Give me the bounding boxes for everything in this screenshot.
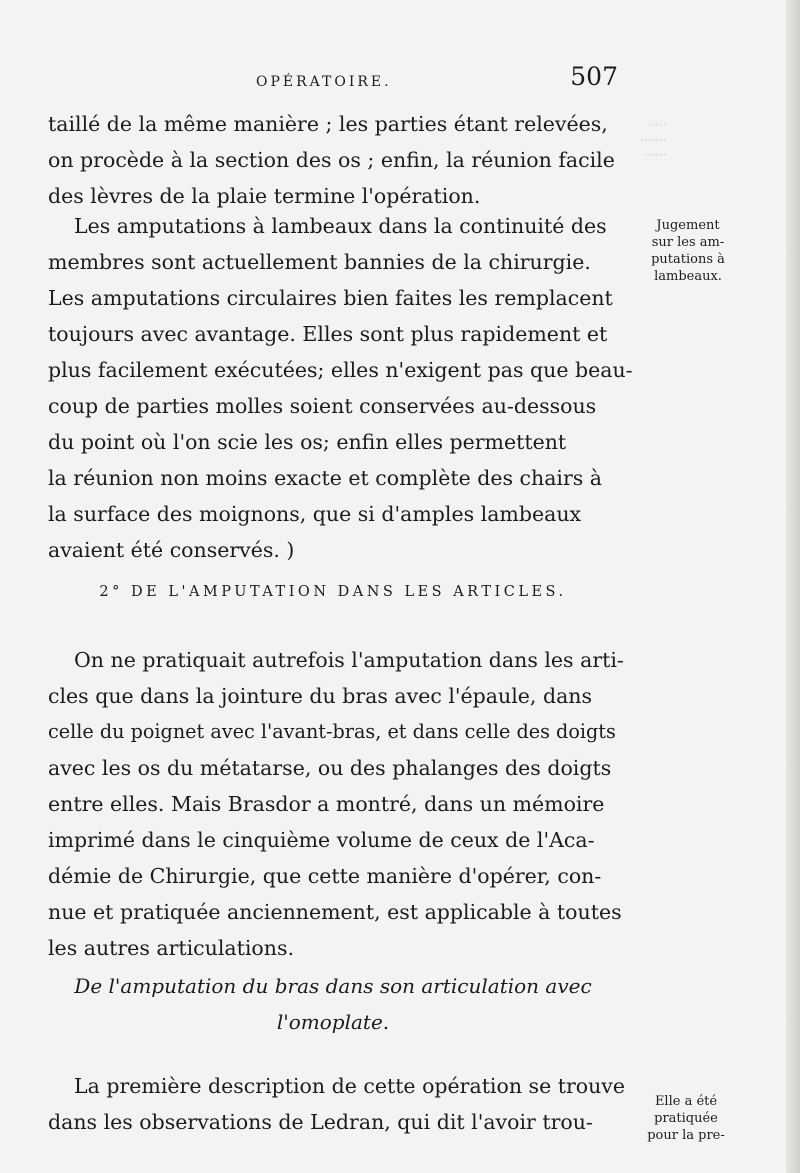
bleed-through-text: ····· ······· ······ [640, 118, 667, 162]
paragraph-3 [48, 642, 624, 966]
subtitle-line: De l'amputation du bras dans son articulation avec [74, 974, 592, 998]
margin-note-judgement [632, 217, 744, 285]
text-line: imprimé dans le cinquième volume de ceux de l'Aca- [48, 828, 595, 852]
section-heading: 2° DE L'AMPUTATION DANS LES ARTICLES. [99, 584, 567, 600]
margin-note-line: Elle a été [654, 1094, 718, 1109]
paragraph-1 [48, 106, 618, 214]
text-line: toujours avec avantage. Elles sont plus rapidement et [48, 322, 608, 346]
text-line: coup de parties molles soient conservées au-dessous [48, 394, 597, 418]
margin-note-line: pratiquée [654, 1111, 718, 1126]
text-line: on procède à la section des os ; enfin, la réunion facile [48, 148, 615, 172]
page-header [48, 62, 618, 96]
margin-note-line: pour la pre- [647, 1128, 725, 1143]
margin-note-line: putations à [651, 252, 725, 267]
text-line: La première description de cette opération se trouve [74, 1074, 626, 1098]
subsection-title [48, 968, 618, 1040]
text-line: plus facilement exécutées; elles n'exigent pas que beau- [48, 358, 633, 382]
text-line: membres sont actuellement bannies de la chirurgie. [48, 250, 591, 274]
paragraph-4 [48, 1068, 626, 1140]
text-line: la réunion non moins exacte et complète des chairs à [48, 466, 603, 490]
text-line: du point où l'on scie les os; enfin elles permettent [48, 430, 567, 454]
text-line: celle du poignet avec l'avant-bras, et dans celle des doigts [48, 720, 616, 743]
paragraph-2 [48, 208, 633, 568]
text-line: avaient été conservés. ) [48, 538, 295, 562]
page-edge [786, 0, 800, 1173]
text-line: les autres articulations. [48, 936, 295, 960]
text-line: cles que dans la jointure du bras avec l'épaule, dans [48, 684, 593, 708]
text-line: Les amputations à lambeaux dans la continuité des [74, 214, 607, 238]
margin-note-line: sur les am- [651, 235, 725, 250]
subtitle-line: l'omoplate. [276, 1010, 390, 1034]
margin-note-practiced [630, 1093, 742, 1144]
text-line: taillé de la même manière ; les parties étant relevées, [48, 112, 608, 136]
text-line: avec les os du métatarse, ou des phalanges des doigts [48, 756, 612, 780]
page-number: 507 [570, 62, 618, 91]
margin-note-line: lambeaux. [654, 269, 722, 284]
text-line: entre elles. Mais Brasdor a montré, dans un mémoire [48, 792, 605, 816]
text-line: démie de Chirurgie, que cette manière d'opérer, con- [48, 864, 602, 888]
text-line: dans les observations de Ledran, qui dit l'avoir trou- [48, 1110, 593, 1134]
text-line: la surface des moignons, que si d'amples lambeaux [48, 502, 582, 526]
text-line: On ne pratiquait autrefois l'amputation dans les arti- [74, 648, 624, 672]
text-line: nue et pratiquée anciennement, est applicable à toutes [48, 900, 622, 924]
text-line: Les amputations circulaires bien faites les remplacent [48, 286, 613, 310]
margin-note-line: Jugement [656, 218, 720, 233]
running-head: OPÉRATOIRE. [256, 74, 392, 90]
text-line: des lèvres de la plaie termine l'opération. [48, 184, 481, 208]
